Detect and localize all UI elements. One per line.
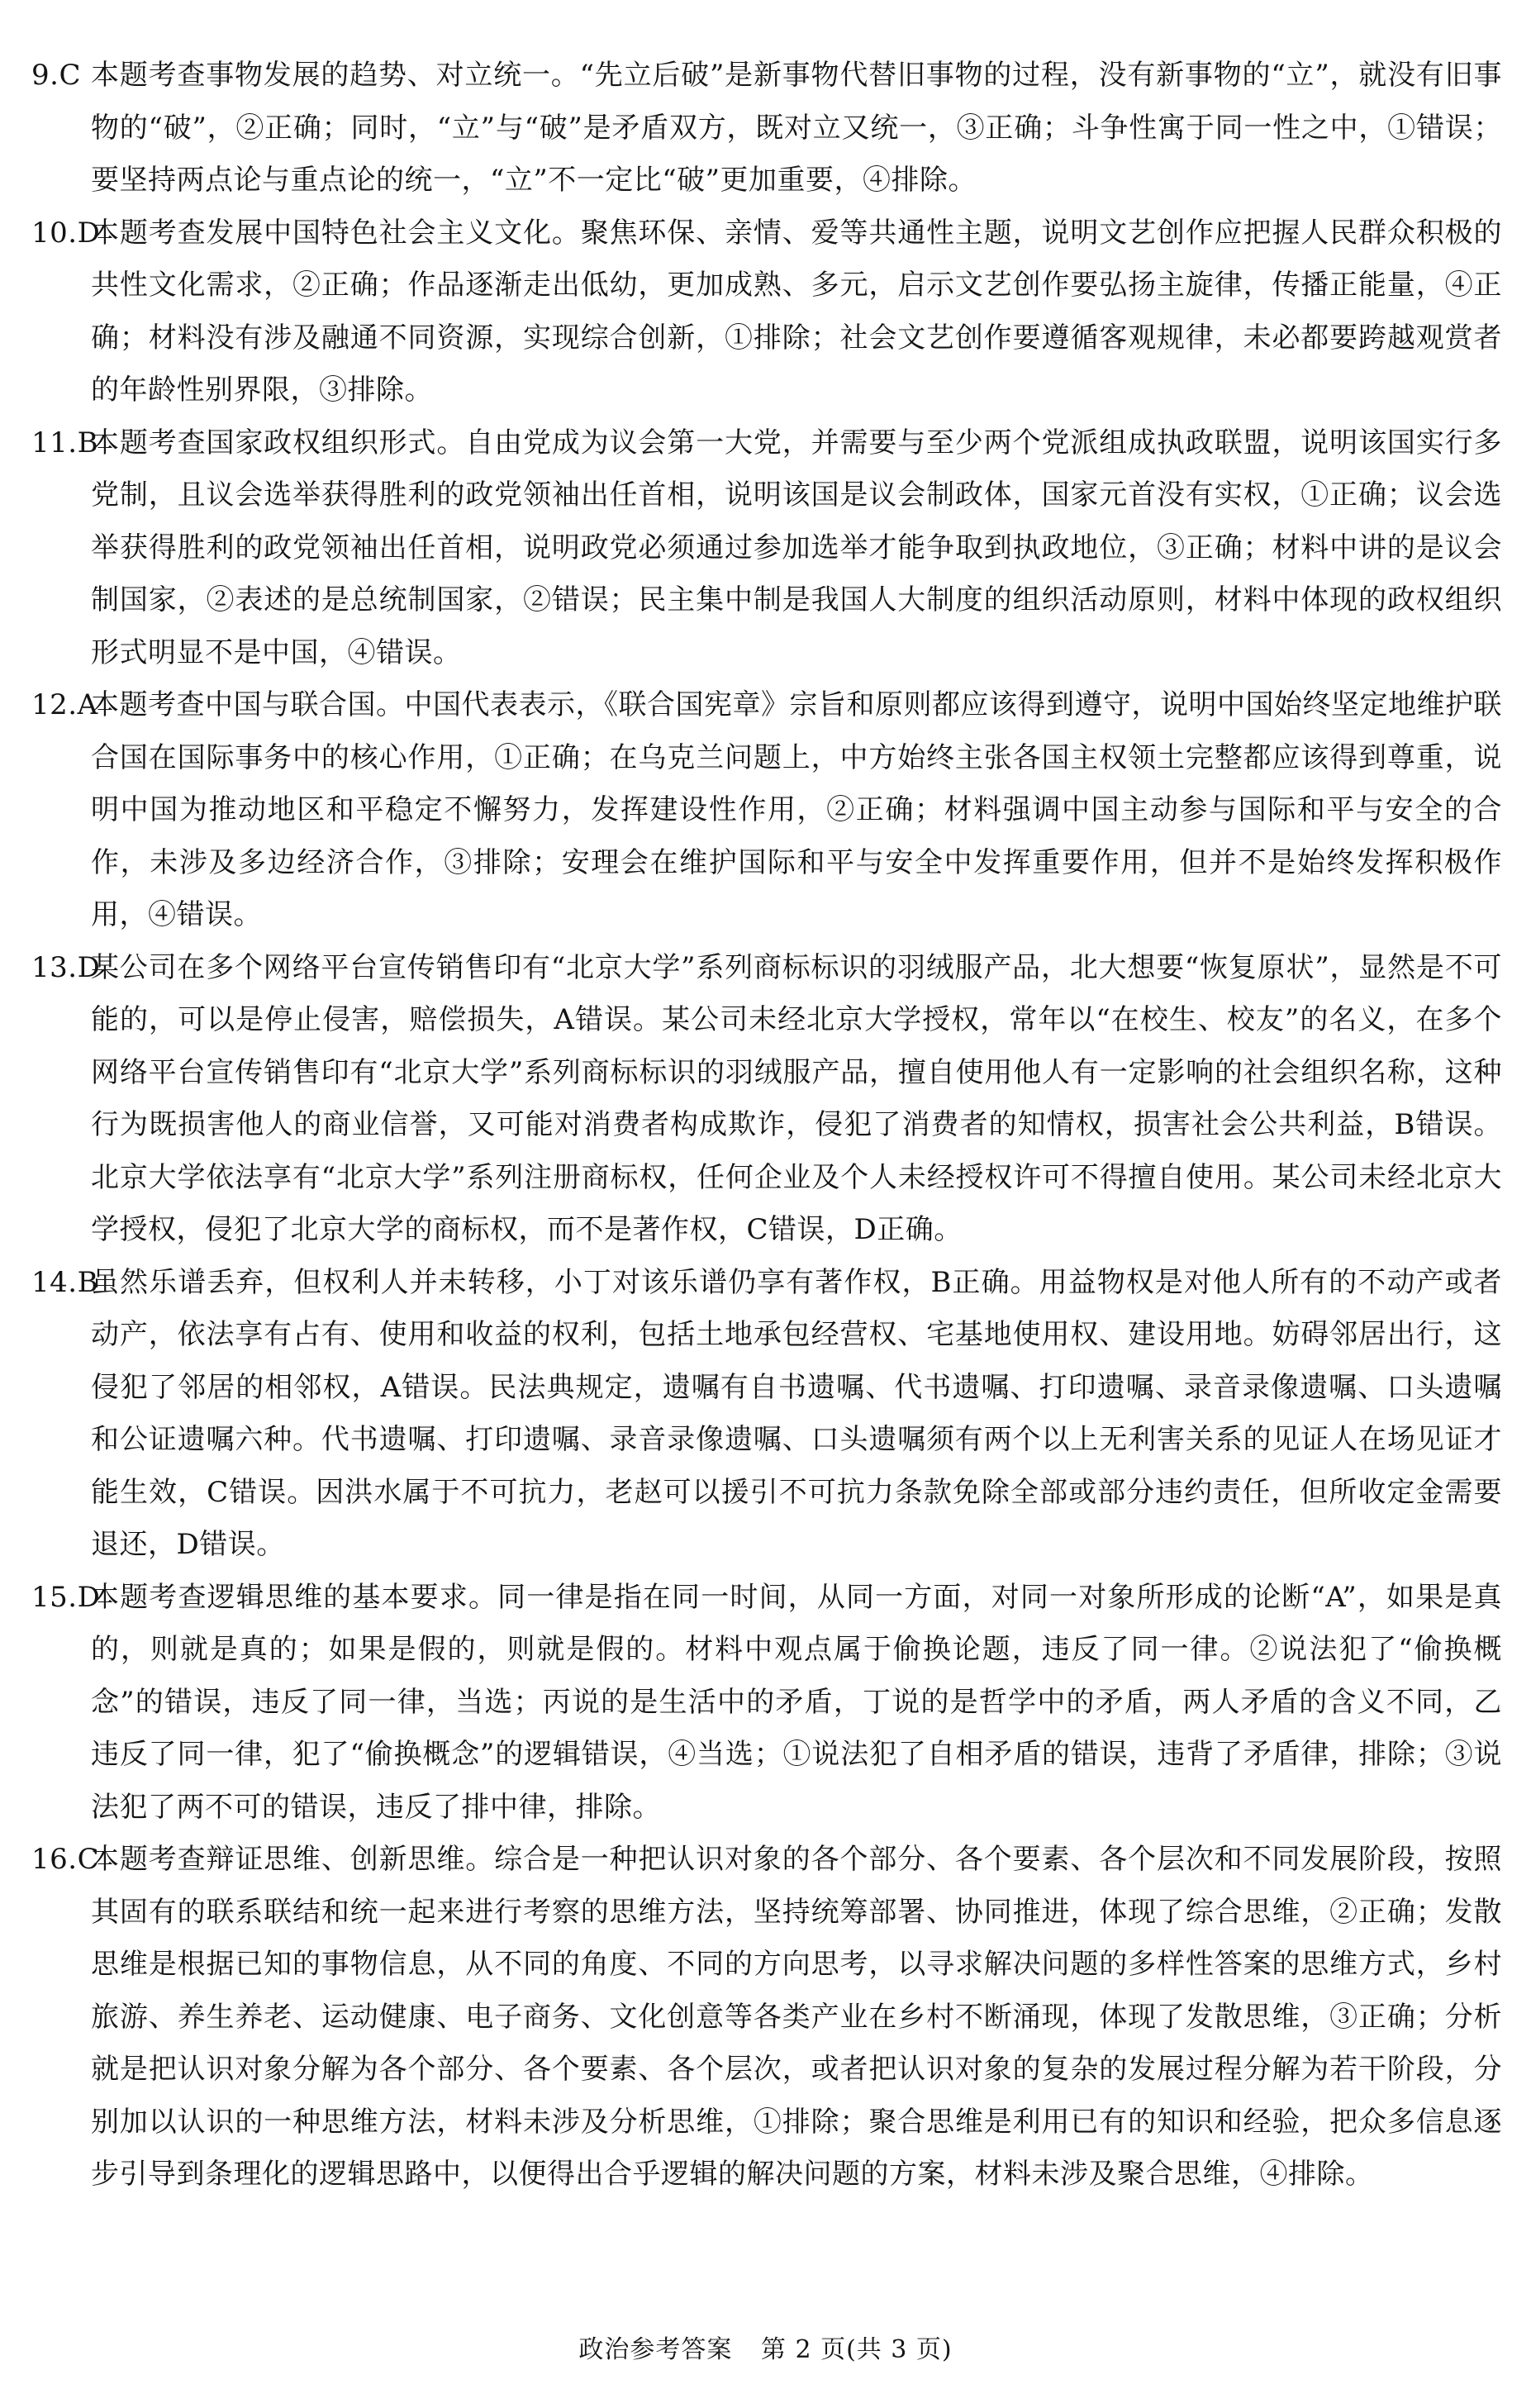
question-number: 10.D <box>31 216 101 250</box>
explanation-text: 某公司在多个网络平台宣传销售印有“北京大学”系列商标标识的羽绒服产品，北大想要“恢复原状”，显然是不可能的，可以是停止侵害，赔偿损失，A错误。某公司未经北京大学授权，常年以“在校生、校友”的名义，在多个网络平台宣传销售印有“北京大学”系列商标标识的羽绒服产品，擅自使用他人有一定影响的社会组织名称，这种行为既损害他人的商业信誉，又可能对消费者构成欺诈，侵犯了消费者的知情权，损害社会公共利益，B错误。北京大学依法享有“北京大学”系列注册商标权，任何企业及个人未经授权许可不得擅自使用。某公司未经北京大学授权，侵犯了北京大学的商标权，而不是著作权，C错误，D正确。 <box>91 950 1502 1246</box>
answer-item-15 <box>31 1572 1502 1835</box>
page-footer <box>0 2329 1531 2365</box>
footer-subject: 政治参考答案 <box>578 2335 733 2364</box>
explanation-text: 本题考查中国与联合国。中国代表表示，《联合国宪章》宗旨和原则都应该得到遵守，说明中国始终坚定地维护联合国在国际事务中的核心作用，①正确；在乌克兰问题上，中方始终主张各国主权领土完整都应该得到尊重，说明中国为推动地区和平稳定不懈努力，发挥建设性作用，②正确；材料强调中国主动参与国际和平与安全的合作，未涉及多边经济合作，③排除；安理会在维护国际和平与安全中发挥重要作用，但并不是始终发挥积极作用，④错误。 <box>91 688 1502 931</box>
question-number: 13.D <box>31 950 101 984</box>
answer-item-9 <box>31 50 1502 207</box>
explanation-text: 本题考查国家政权组织形式。自由党成为议会第一大党，并需要与至少两个党派组成执政联盟，说明该国实行多党制，且议会选举获得胜利的政党领袖出任首相，说明该国是议会制政体，国家元首没有实权，①正确；议会选举获得胜利的政党领袖出任首相，说明政党必须通过参加选举才能争取到执政地位，③正确；材料中讲的是议会制国家，②表述的是总统制国家，②错误；民主集中制是我国人大制度的组织活动原则，材料中体现的政权组织形式明显不是中国，④错误。 <box>91 426 1502 669</box>
question-number: 15.D <box>31 1580 101 1614</box>
explanation-text: 本题考查发展中国特色社会主义文化。聚焦环保、亲情、爱等共通性主题，说明文艺创作应把握人民群众积极的共性文化需求，②正确；作品逐渐走出低幼，更加成熟、多元，启示文艺创作要弘扬主旋律，传播正能量，④正确；材料没有涉及融通不同资源，实现综合创新，①排除；社会文艺创作要遵循客观规律，未必都要跨越观赏者的年龄性别界限，③排除。 <box>91 216 1502 407</box>
answer-item-11 <box>31 417 1502 680</box>
question-number: 9.C <box>31 59 81 92</box>
answer-item-13 <box>31 942 1502 1257</box>
explanation-text: 虽然乐谱丢弃，但权利人并未转移，小丁对该乐谱仍享有著作权，B正确。用益物权是对他人所有的不动产或者动产，依法享有占有、使用和收益的权利，包括土地承包经营权、宅基地使用权、建设用地。妨碍邻居出行，这侵犯了邻居的相邻权，A错误。民法典规定，遗嘱有自书遗嘱、代书遗嘱、打印遗嘱、录音录像遗嘱、口头遗嘱和公证遗嘱六种。代书遗嘱、打印遗嘱、录音录像遗嘱、口头遗嘱须有两个以上无利害关系的见证人在场见证才能生效，C错误。因洪水属于不可抗力，老赵可以援引不可抗力条款免除全部或部分违约责任，但所收定金需要退还，D错误。 <box>91 1265 1502 1561</box>
explanation-text: 本题考查事物发展的趋势、对立统一。“先立后破”是新事物代替旧事物的过程，没有新事物的“立”，就没有旧事物的“破”，②正确；同时，“立”与“破”是矛盾双方，既对立又统一，③正确；斗争性寓于同一性之中，①错误；要坚持两点论与重点论的统一，“立”不一定比“破”更加重要，④排除。 <box>91 59 1502 197</box>
footer-page-number: 第 2 页(共 3 页) <box>760 2335 953 2364</box>
explanation-text: 本题考查辩证思维、创新思维。综合是一种把认识对象的各个部分、各个要素、各个层次和不同发展阶段，按照其固有的联系联结和统一起来进行考察的思维方法，坚持统筹部署、协同推进，体现了综合思维，②正确；发散思维是根据已知的事物信息，从不同的角度、不同的方向思考，以寻求解决问题的多样性答案的思维方式，乡村旅游、养生养老、运动健康、电子商务、文化创意等各类产业在乡村不断涌现，体现了发散思维，③正确；分析就是把认识对象分解为各个部分、各个要素、各个层次，或者把认识对象的复杂的发展过程分解为若干阶段，分别加以认识的一种思维方法，材料未涉及分析思维，①排除；聚合思维是利用已有的知识和经验，把众多信息逐步引导到条理化的逻辑思路中，以便得出合乎逻辑的解决问题的方案，材料未涉及聚合思维，④排除。 <box>91 1843 1502 2191</box>
question-number: 12.A <box>31 688 98 721</box>
question-number: 11.B <box>31 426 99 459</box>
answer-item-12 <box>31 679 1502 942</box>
question-number: 14.B <box>31 1265 99 1299</box>
answer-item-14 <box>31 1257 1502 1572</box>
answer-item-16 <box>31 1834 1502 2201</box>
question-number: 16.C <box>31 1843 100 1876</box>
answer-list <box>31 50 1502 2201</box>
explanation-text: 本题考查逻辑思维的基本要求。同一律是指在同一时间，从同一方面，对同一对象所形成的论断“A”，如果是真的，则就是真的；如果是假的，则就是假的。材料中观点属于偷换论题，违反了同一律。②说法犯了“偷换概念”的错误，违反了同一律，当选；丙说的是生活中的矛盾，丁说的是哲学中的矛盾，两人矛盾的含义不同，乙违反了同一律，犯了“偷换概念”的逻辑错误，④当选；①说法犯了自相矛盾的错误，违背了矛盾律，排除；③说法犯了两不可的错误，违反了排中律，排除。 <box>91 1580 1502 1824</box>
answer-item-10 <box>31 207 1502 417</box>
